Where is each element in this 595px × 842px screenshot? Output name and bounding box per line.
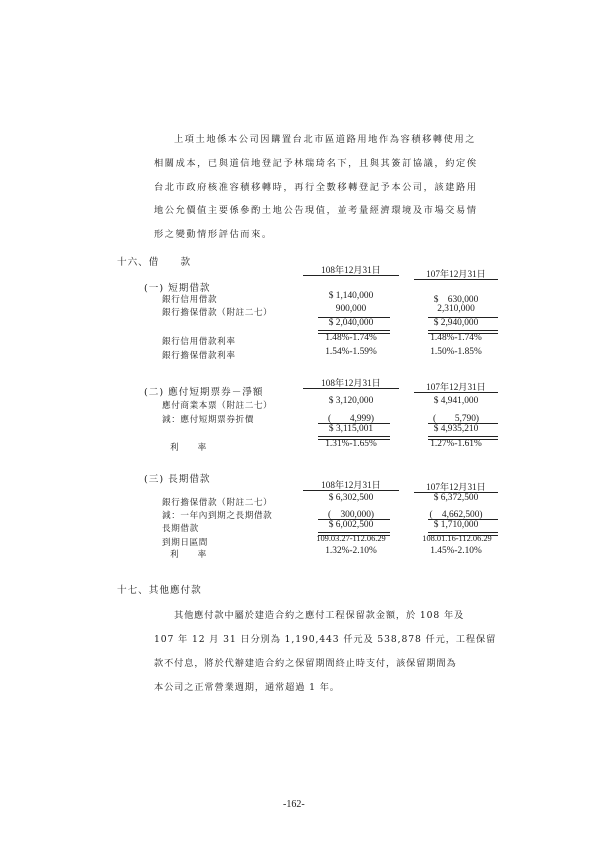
sub3-row3-v2: $ 1,710,000 xyxy=(433,520,479,530)
sub2-total-v1: $ 3,115,001 xyxy=(328,424,374,434)
sec17-line-2: 107 年 12 月 31 日分別為 1,190,443 仟元及 538,878 仟元，工程保留 xyxy=(154,634,497,645)
sub3-row5-v2: 1.45%-2.10% xyxy=(430,546,482,556)
sec17-line-4: 本公司之正常營業週期，通常超過 1 年。 xyxy=(154,682,340,693)
sub1-row1-v1: $ 1,140,000 xyxy=(328,291,374,301)
sub3-row3-v1: $ 6,002,500 xyxy=(328,520,374,530)
section-16-title: 十六、借 款 xyxy=(117,257,192,268)
sub1-row5-v2: 1.50%-1.85% xyxy=(430,347,482,357)
sub1-row1-label: 銀行信用借款 xyxy=(162,295,218,305)
sub2-row2-label: 減：應付短期票券折價 xyxy=(162,415,254,425)
page-number: -162- xyxy=(283,799,305,810)
sub2-row4-v1: 1.31%-1.65% xyxy=(325,439,377,449)
sub1-col1-header: 108年12月31日 xyxy=(321,265,381,275)
sub3-row4-label: 到期日區間 xyxy=(162,538,208,548)
sec17-line-3: 款不付息，將於代辦建造合約之保留期間終止時支付，該保留期間為 xyxy=(154,658,457,669)
sub2-row1-v2: $ 4,941,000 xyxy=(433,396,479,406)
sub2-row2-v2: ( 5,790) xyxy=(432,414,480,424)
sub2-total-v2: $ 4,935,210 xyxy=(433,424,479,434)
sub3-row2-label: 減：一年內到期之長期借款 xyxy=(162,511,273,521)
sub2-row4-label: 利 率 xyxy=(170,443,207,453)
sub1-col2-rule xyxy=(414,279,498,280)
sub3-title: (三) 長期借款 xyxy=(144,474,211,485)
sub3-row5-v1: 1.32%-2.10% xyxy=(325,546,377,556)
section-17-title: 十七、其他應付款 xyxy=(117,585,202,596)
sub1-row5-v1: 1.54%-1.59% xyxy=(325,347,377,357)
sub1-title: (一) 短期借款 xyxy=(144,283,211,294)
sub2-row1-v1: $ 3,120,000 xyxy=(328,396,374,406)
sub3-row1-label: 銀行擔保借款（附註二七） xyxy=(162,498,273,508)
sub3-row3-label: 長期借款 xyxy=(162,524,199,534)
sub1-total-v1: $ 2,040,000 xyxy=(328,318,374,328)
sub3-col2-header: 107年12月31日 xyxy=(426,482,486,492)
sub2-title: (二) 應付短期票券－淨額 xyxy=(144,387,264,398)
sub1-row2-v2: 2,310,000 xyxy=(437,304,475,314)
sub2-col1-header: 108年12月31日 xyxy=(321,378,381,388)
sub3-row5-label: 利 率 xyxy=(170,550,207,560)
sub2-col2-header: 107年12月31日 xyxy=(426,382,486,392)
intro-line-2: 相關成本，已與道信地登記予林瑞琦名下，且與其簽訂協議，約定俟 xyxy=(154,158,478,169)
sub3-row4-v1: 109.03.27-112.06.29 xyxy=(316,534,386,543)
intro-line-1: 上項土地係本公司因購置台北市區道路用地作為容積移轉使用之 xyxy=(174,134,477,145)
sub2-col1-rule xyxy=(303,388,399,389)
sub3-row2-v1: ( 300,000) xyxy=(327,510,375,520)
sub1-row2-v1: 900,000 xyxy=(335,304,367,314)
sub2-row1-label: 應付商業本票（附註二七） xyxy=(162,401,273,411)
sub2-row4-v2: 1.27%-1.61% xyxy=(430,439,482,449)
sub1-total-v2: $ 2,940,000 xyxy=(433,318,479,328)
sub3-col1-rule xyxy=(303,490,399,491)
sub1-row1-v2: $ 630,000 xyxy=(433,295,479,305)
intro-line-3: 台北市政府核准容積移轉時，再行全數移轉登記予本公司，該建路用 xyxy=(154,182,478,193)
sub3-row1-v1: $ 6,302,500 xyxy=(328,493,374,503)
intro-line-4: 地公允價值主要係參酌土地公告現值，並考量經濟環境及市場交易情 xyxy=(154,205,478,216)
sub3-col1-header: 108年12月31日 xyxy=(321,480,381,490)
sub2-row2-v1: ( 4,999) xyxy=(327,414,375,424)
sub1-row2-label: 銀行擔保借款（附註二七） xyxy=(162,308,273,318)
sub3-row4-v2: 108.01.16-112.06.29 xyxy=(422,534,492,543)
sub3-row2-v2: ( 4,662,500) xyxy=(429,510,483,520)
sub1-col2-header: 107年12月31日 xyxy=(426,269,486,279)
sec17-line-1: 其他應付款中屬於建造合約之應付工程保留款金額，於 108 年及 xyxy=(174,610,465,621)
sub1-row4-v1: 1.48%-1.74% xyxy=(325,333,377,343)
sub3-row1-v2: $ 6,372,500 xyxy=(433,493,479,503)
sub1-col1-rule xyxy=(303,275,399,276)
sub2-col2-rule xyxy=(414,392,498,393)
sub1-row4-label: 銀行信用借款利率 xyxy=(162,337,236,347)
sub1-row5-label: 銀行擔保借款利率 xyxy=(162,351,236,361)
sub1-row4-v2: 1.48%-1.74% xyxy=(430,333,482,343)
intro-line-5: 形之變動情形評估而來。 xyxy=(154,229,273,240)
